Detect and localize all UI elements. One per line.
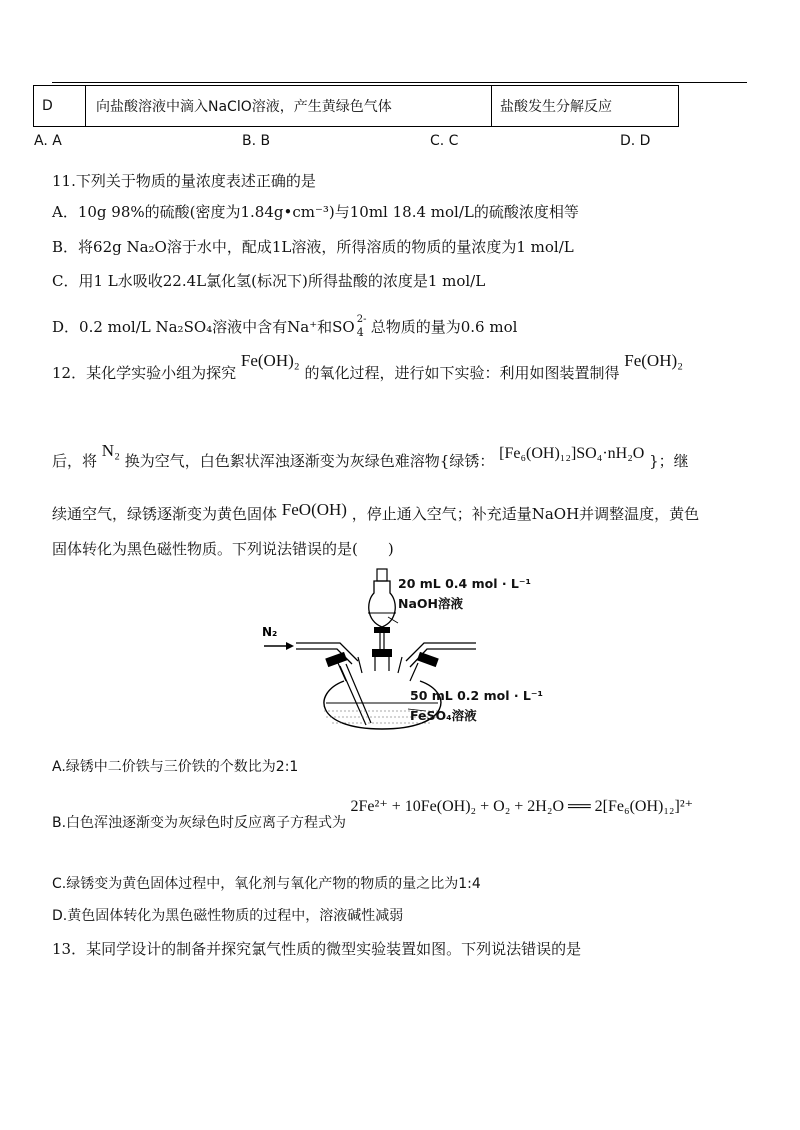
fig-label-feso4: FeSO₄溶液	[410, 708, 477, 723]
q11-d-sup: 2-	[356, 314, 367, 325]
row-letter: D	[34, 86, 86, 126]
q12-l2-text-c: }；继	[649, 452, 689, 470]
q12-line-1	[52, 351, 684, 383]
q10-option-d: D. D	[620, 133, 651, 149]
q11-option-a: A．10g 98%的硫酸(密度为1.84g•cm⁻³)与10ml 18.4 mol/L的硫酸浓度相等	[52, 203, 579, 221]
q12-line-2	[52, 441, 689, 471]
formula-ionic-equation: 2Fe²⁺ + 10Fe(OH)₂ + O₂ + 2H₂O ══ 2[Fe₆(OH)₁₂]²⁺	[350, 798, 694, 815]
row-conclusion: 盐酸发生分解反应	[500, 99, 612, 115]
q11-stem: 11.下列关于物质的量浓度表述正确的是	[52, 172, 316, 190]
q12-line-3	[52, 500, 700, 524]
q12-option-d: D.黄色固体转化为黑色磁性物质的过程中，溶液碱性减弱	[52, 908, 404, 924]
q12-l2-text-a: 后，将	[52, 452, 98, 470]
q11-d-sub: 4	[356, 326, 364, 339]
q12-l3-text-b: ，停止通入空气；补充适量NaOH并调整温度，黄色	[351, 505, 700, 523]
q10-option-a: A. A	[34, 133, 62, 149]
n2-label: N₂	[262, 625, 278, 639]
q12-option-a: A.绿锈中二价铁与三价铁的个数比为2:1	[52, 759, 299, 775]
fig-label-feso4-conc: 50 mL 0.2 mol · L⁻¹	[410, 688, 543, 703]
formula-n2: N₂	[101, 441, 121, 460]
q12-l3-text-a: 续通空气，绿锈逐渐变为黄色固体	[52, 505, 278, 523]
formula-feooh: FeO(OH)	[281, 500, 347, 519]
q13-stem: 13．某同学设计的制备并探究氯气性质的微型实验装置如图。下列说法错误的是	[52, 940, 582, 958]
q10-option-c: C. C	[430, 133, 459, 149]
q11-d-tail: 总物质的量为0.6 mol	[370, 318, 518, 336]
q11-option-d	[52, 316, 517, 337]
q11-d-text: D．0.2 mol/L Na₂SO₄溶液中含有Na⁺和SO	[52, 318, 355, 336]
q12-l1-text-b: 的氧化过程，进行如下实验：利用如图装置制得	[304, 364, 620, 382]
answer-table-row	[33, 85, 679, 127]
formula-feoh2: Fe(OH)₂	[240, 351, 300, 370]
q12-l1-text-a: 12．某化学实验小组为探究	[52, 364, 237, 382]
q12-option-c: C.绿锈变为黄色固体过程中，氧化剂与氧化产物的物质的量之比为1:4	[52, 876, 481, 892]
fig-label-naoh: NaOH溶液	[398, 596, 463, 611]
q11-option-b: B．将62g Na₂O溶于水中，配成1L溶液，所得溶质的物质的量浓度为1 mol/L	[52, 238, 574, 256]
formula-green-rust: [Fe₆(OH)₁₂]SO₄·nH₂O	[499, 445, 645, 462]
q12-line-4: 固体转化为黑色磁性物质。下列说法错误的是( )	[52, 540, 394, 558]
formula-feoh2-b: Fe(OH)₂	[624, 351, 684, 370]
fig-label-naoh-conc: 20 mL 0.4 mol · L⁻¹	[398, 576, 531, 591]
top-rule	[52, 82, 747, 83]
q10-option-b: B. B	[242, 133, 271, 149]
q12-b-text: B.白色浑浊逐渐变为灰绿色时反应离子方程式为	[52, 815, 347, 831]
q12-l2-text-b: 换为空气，白色絮状浑浊逐渐变为灰绿色难溶物{绿锈：	[124, 452, 495, 470]
row-operation: 向盐酸溶液中滴入NaClO溶液，产生黄绿色气体	[86, 86, 492, 126]
q11-option-c: C．用1 L水吸收22.4L氯化氢(标况下)所得盐酸的浓度是1 mol/L	[52, 272, 486, 290]
q12-option-b	[52, 798, 694, 832]
